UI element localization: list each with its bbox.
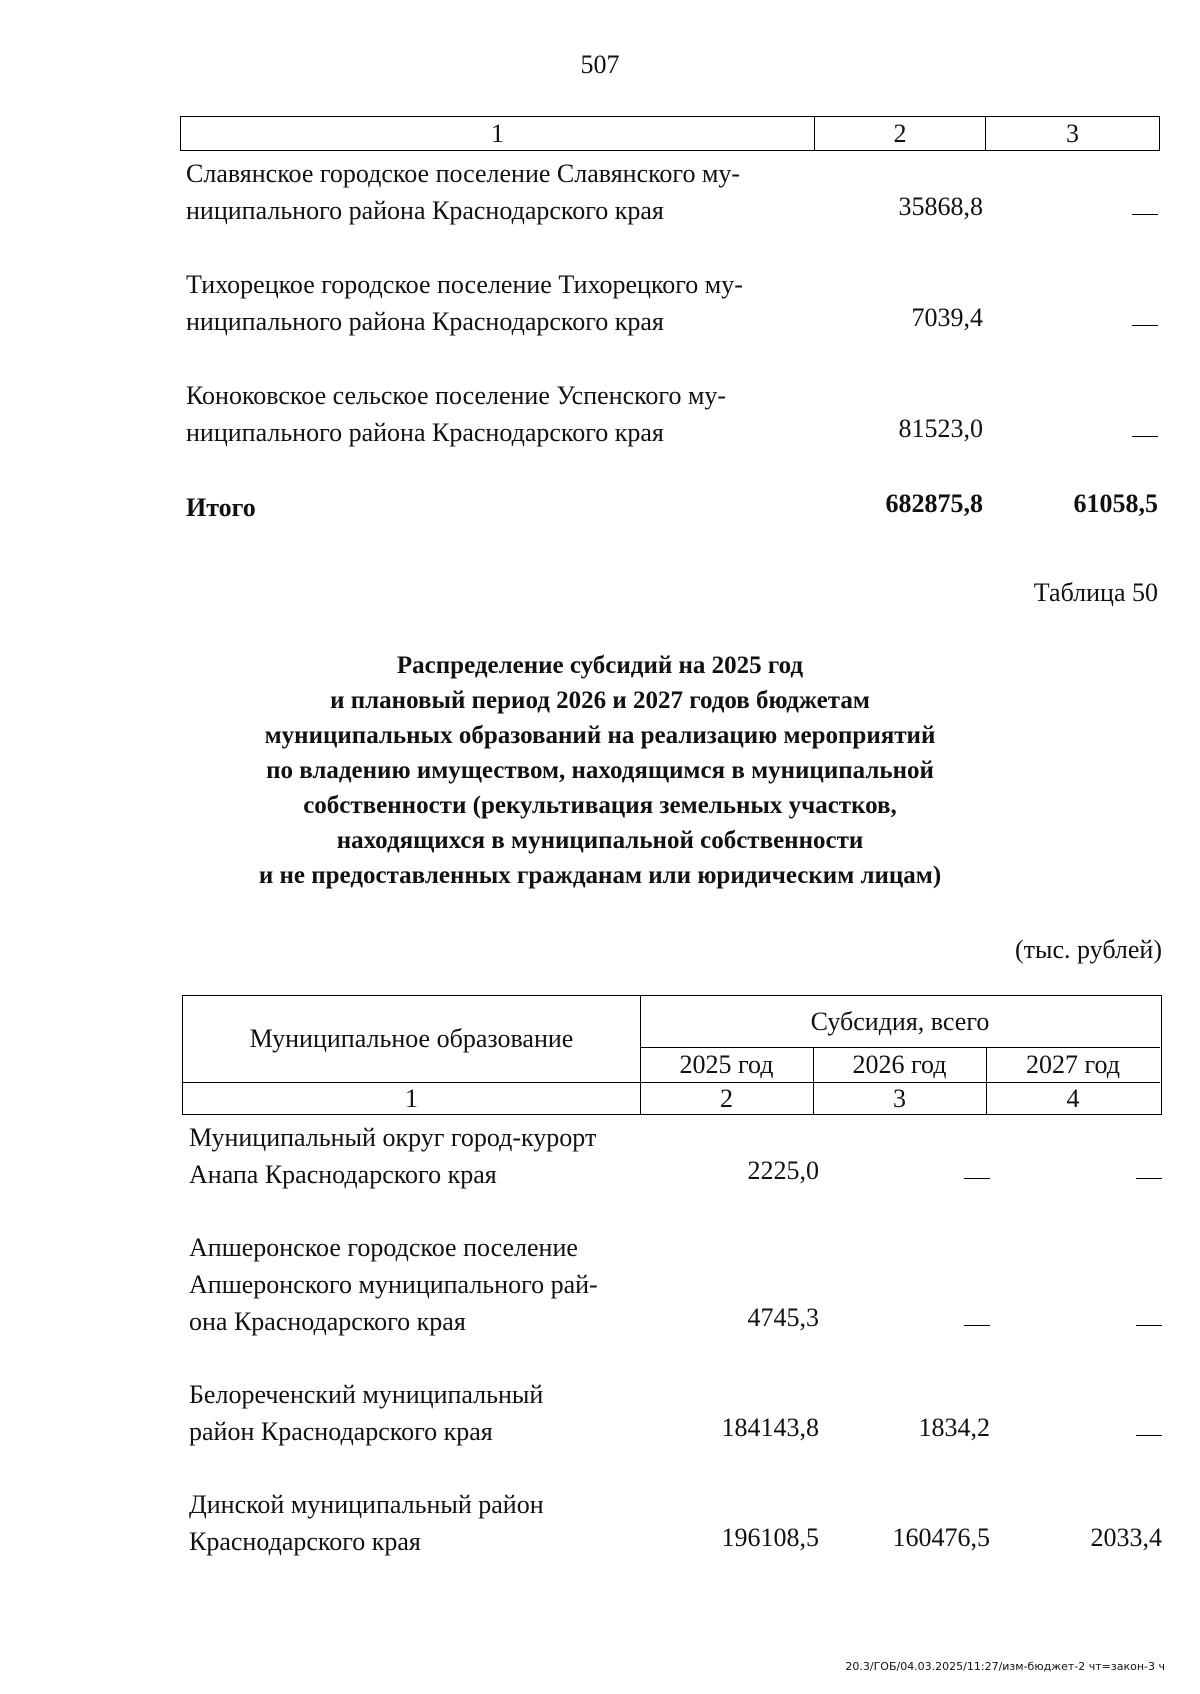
dash-mark [1136,1178,1162,1179]
value-2027 [1136,1156,1162,1186]
grid-line [183,1082,1160,1083]
row-value-col3 [1132,192,1158,222]
table1-header-col2: 2 [815,117,986,150]
dash-mark [1136,1435,1162,1436]
table-title: Распределение субсидий на 2025 год и плановый период 2026 и 2027 годов бюджетам муниципальных образований на реализацию мероприятий по владению имуществом, находящимся в муниципальной собственности (рекультивация земельных участков, находящихся в муниципальной собственности и не предоставленных гражданам или юридическим лицам) [258,652,942,889]
row-value-col2: 7039,4 [911,303,983,332]
header-num-1: 1 [405,1083,418,1113]
row-name: Славянское городское поселение Славянского му- ниципального района Краснодарского края [186,159,741,225]
document-footer-code: 20.3/ГОБ/04.03.2025/11:27/изм-бюджет-2 чт=закон-3 ч [845,1660,1165,1673]
grid-line [640,996,641,1114]
dash-mark [1132,325,1158,326]
header-year-2027: 2027 год [1026,1050,1120,1079]
dash-mark [1136,1325,1162,1326]
total-value-col3: 61058,5 [1073,489,1158,518]
header-year-2025: 2025 год [679,1050,774,1079]
table1-header-col1: 1 [181,117,815,150]
value-2025: 2225,0 [747,1156,819,1185]
dash-mark [1132,436,1158,437]
row-value-col3 [1132,414,1158,444]
units-label: (тыс. рублей) [1014,935,1162,964]
header-num-2: 2 [720,1083,733,1113]
row-name: Коноковское сельское поселение Успенского му- ниципального района Краснодарского края [186,381,727,447]
row-value-col2: 81523,0 [898,414,983,443]
grid-line [640,1047,1160,1048]
table1-header [180,116,1160,151]
value-2025: 4745,3 [747,1303,819,1332]
value-2025: 196108,5 [721,1523,819,1552]
total-value-col2: 682875,8 [885,489,983,518]
header-municipality: Муниципальное образование [249,1024,574,1053]
header-year-2026: 2026 год [852,1050,947,1079]
value-2027: 2033,4 [1090,1523,1162,1552]
value-2026 [964,1303,990,1333]
page-number: 507 [580,50,620,79]
row-name: Апшеронское городское поселение Апшеронского муниципального рай- она Краснодарского края [189,1233,598,1336]
value-2026 [964,1156,990,1186]
grid-line [986,1047,987,1114]
dash-mark [1132,214,1158,215]
header-num-4: 4 [1066,1083,1080,1113]
dash-mark [964,1178,990,1179]
value-2025: 184143,8 [721,1413,819,1442]
row-value-col2: 35868,8 [898,192,983,221]
dash-mark [964,1325,990,1326]
value-2026: 160476,5 [892,1523,990,1552]
grid-line [813,1047,814,1114]
row-name: Тихорецкое городское поселение Тихорецкого му- ниципального района Краснодарского края [186,270,743,336]
table-number-label: Таблица 50 [1033,578,1158,607]
header-num-3: 3 [893,1083,906,1113]
row-value-col3 [1132,303,1158,333]
header-subsidy-total: Субсидия, всего [810,1006,990,1036]
row-name: Динской муниципальный район Краснодарского края [189,1490,544,1556]
value-2027 [1136,1303,1162,1333]
value-2027 [1136,1413,1162,1443]
row-name: Белореченский муниципальный район Краснодарского края [189,1380,544,1446]
value-2026: 1834,2 [918,1413,990,1442]
row-name: Муниципальный округ город-курорт Анапа Краснодарского края [189,1123,597,1189]
table1-header-col3: 3 [1066,118,1079,148]
table2-header [182,995,1162,1115]
total-label: Итого [186,493,256,522]
